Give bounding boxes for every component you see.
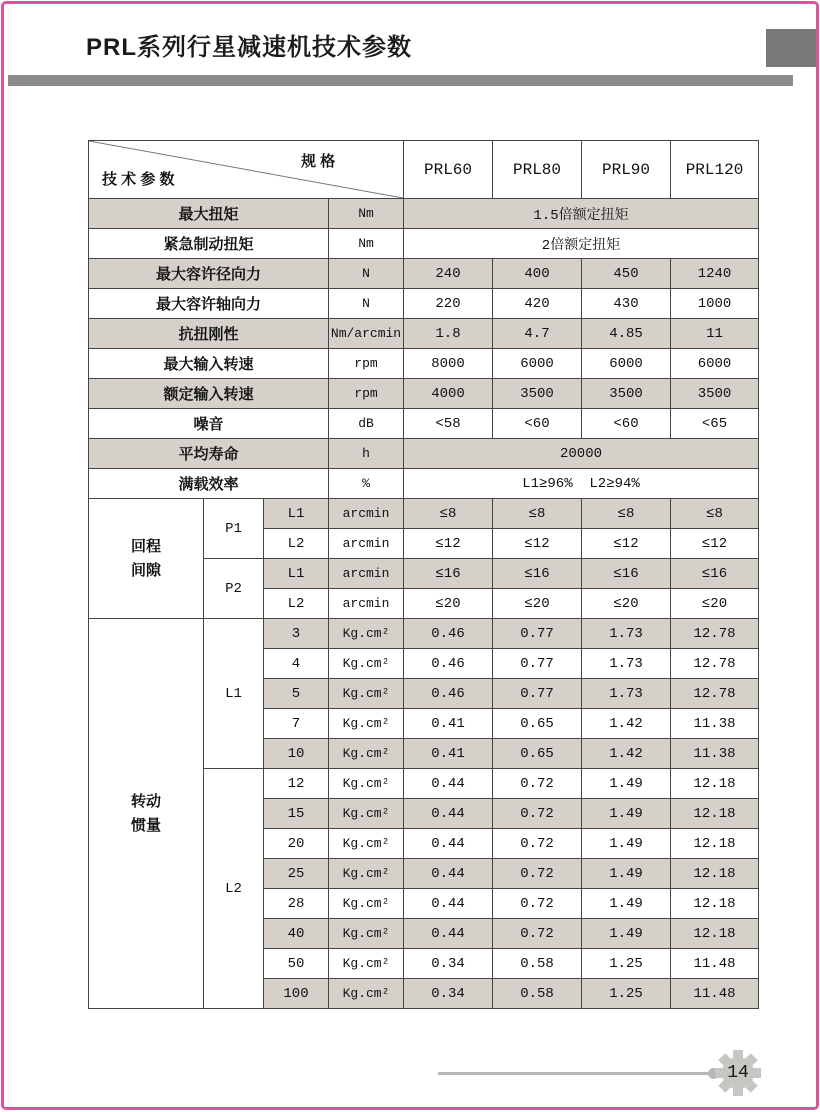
value-cell: 1.8 — [404, 319, 493, 349]
value-cell: 0.46 — [404, 619, 493, 649]
value-cell: ≤8 — [493, 499, 582, 529]
unit-cell: Kg.cm² — [329, 679, 404, 709]
value-cell: 0.72 — [493, 919, 582, 949]
value-cell: 12.18 — [671, 919, 759, 949]
param-label: 额定输入转速 — [89, 379, 329, 409]
unit-cell: Kg.cm² — [329, 619, 404, 649]
group-label-line: 转动 — [130, 792, 161, 810]
value-cell: 12.78 — [671, 649, 759, 679]
value-cell: 12.78 — [671, 619, 759, 649]
table-row — [89, 619, 759, 649]
value-cell: 4000 — [404, 379, 493, 409]
level-cell: L1 — [264, 499, 329, 529]
value-cell: 0.44 — [404, 919, 493, 949]
ratio-cell: 12 — [264, 769, 329, 799]
ratio-cell: 4 — [264, 649, 329, 679]
group-label-line: 回程 — [130, 537, 161, 555]
value-cell: 0.41 — [404, 709, 493, 739]
value-cell: 12.18 — [671, 829, 759, 859]
group-label-backlash — [89, 499, 204, 619]
value-cell: 240 — [404, 259, 493, 289]
value-cell: 0.44 — [404, 799, 493, 829]
subgroup-p1: P1 — [204, 499, 264, 559]
param-label: 抗扭刚性 — [89, 319, 329, 349]
unit-cell: Nm — [329, 199, 404, 229]
value-cell: 12.18 — [671, 799, 759, 829]
value-cell: 1.49 — [582, 799, 671, 829]
value-cell: <60 — [582, 409, 671, 439]
ratio-cell: 50 — [264, 949, 329, 979]
subgroup-l2: L2 — [204, 769, 264, 1009]
subgroup-p2: P2 — [204, 559, 264, 619]
value-cell: 11.48 — [671, 979, 759, 1009]
value-cell: 12.18 — [671, 889, 759, 919]
value-cell: ≤8 — [671, 499, 759, 529]
value-cell: 11 — [671, 319, 759, 349]
unit-cell: Kg.cm² — [329, 889, 404, 919]
value-cell: ≤20 — [493, 589, 582, 619]
value-cell: 450 — [582, 259, 671, 289]
spec-table — [88, 140, 759, 1009]
value-cell: ≤20 — [404, 589, 493, 619]
header-spec-label: 规 格 — [301, 153, 336, 170]
value-cell: 6000 — [582, 349, 671, 379]
param-label: 最大容许轴向力 — [89, 289, 329, 319]
value-cell: ≤12 — [493, 529, 582, 559]
level-cell: L2 — [264, 529, 329, 559]
model-header-prl90: PRL90 — [582, 141, 671, 199]
value-cell: 6000 — [493, 349, 582, 379]
ratio-cell: 20 — [264, 829, 329, 859]
unit-cell: Kg.cm² — [329, 739, 404, 769]
param-label: 平均寿命 — [89, 439, 329, 469]
model-header-prl80: PRL80 — [493, 141, 582, 199]
value-cell: 0.44 — [404, 769, 493, 799]
unit-cell: rpm — [329, 349, 404, 379]
value-cell: 1.49 — [582, 889, 671, 919]
ratio-cell: 3 — [264, 619, 329, 649]
subgroup-l1: L1 — [204, 619, 264, 769]
unit-cell: Kg.cm² — [329, 649, 404, 679]
value-cell: 0.44 — [404, 829, 493, 859]
unit-cell: arcmin — [329, 559, 404, 589]
table-row — [89, 439, 759, 469]
value-cell: 12.18 — [671, 769, 759, 799]
header-corner-cell — [89, 141, 404, 199]
value-cell: 1.25 — [582, 949, 671, 979]
value-cell: 0.58 — [493, 949, 582, 979]
value-cell: ≤12 — [404, 529, 493, 559]
unit-cell: arcmin — [329, 589, 404, 619]
value-cell: 400 — [493, 259, 582, 289]
unit-cell: Kg.cm² — [329, 829, 404, 859]
unit-cell: Kg.cm² — [329, 949, 404, 979]
value-cell: 1.49 — [582, 919, 671, 949]
value-cell: 1000 — [671, 289, 759, 319]
value-cell: 1.73 — [582, 649, 671, 679]
unit-cell: h — [329, 439, 404, 469]
value-span-cell: L1≥96% L2≥94% — [404, 469, 759, 499]
value-cell: 0.34 — [404, 979, 493, 1009]
value-cell: 0.72 — [493, 859, 582, 889]
value-cell: 4.85 — [582, 319, 671, 349]
unit-cell: Kg.cm² — [329, 709, 404, 739]
value-cell: 11.38 — [671, 709, 759, 739]
value-cell: ≤20 — [582, 589, 671, 619]
param-label: 最大扭矩 — [89, 199, 329, 229]
unit-cell: Nm/arcmin — [329, 319, 404, 349]
value-cell: 6000 — [671, 349, 759, 379]
param-label: 紧急制动扭矩 — [89, 229, 329, 259]
value-cell: 0.72 — [493, 769, 582, 799]
value-cell: 0.44 — [404, 889, 493, 919]
value-cell: 1.42 — [582, 709, 671, 739]
value-cell: ≤16 — [582, 559, 671, 589]
value-cell: ≤16 — [493, 559, 582, 589]
value-cell: 11.38 — [671, 739, 759, 769]
table-row — [89, 229, 759, 259]
value-cell: 1.49 — [582, 829, 671, 859]
unit-cell: Kg.cm² — [329, 919, 404, 949]
group-label-inertia — [89, 619, 204, 1009]
value-cell: <60 — [493, 409, 582, 439]
value-cell: 0.65 — [493, 709, 582, 739]
page-number-gear — [715, 1050, 761, 1096]
unit-cell: Kg.cm² — [329, 979, 404, 1009]
ratio-cell: 28 — [264, 889, 329, 919]
value-cell: 1.42 — [582, 739, 671, 769]
value-cell: 8000 — [404, 349, 493, 379]
unit-cell: Kg.cm² — [329, 799, 404, 829]
value-cell: 1.49 — [582, 859, 671, 889]
value-cell: 0.46 — [404, 649, 493, 679]
ratio-cell: 25 — [264, 859, 329, 889]
value-cell: 0.44 — [404, 859, 493, 889]
value-cell: 0.72 — [493, 799, 582, 829]
unit-cell: Nm — [329, 229, 404, 259]
table-row — [89, 259, 759, 289]
value-cell: 11.48 — [671, 949, 759, 979]
value-cell: 430 — [582, 289, 671, 319]
value-cell: <65 — [671, 409, 759, 439]
value-cell: 0.58 — [493, 979, 582, 1009]
unit-cell: Kg.cm² — [329, 769, 404, 799]
value-cell: 1240 — [671, 259, 759, 289]
level-cell: L1 — [264, 559, 329, 589]
model-header-prl60: PRL60 — [404, 141, 493, 199]
table-row — [89, 199, 759, 229]
value-cell: ≤12 — [671, 529, 759, 559]
value-cell: 0.34 — [404, 949, 493, 979]
unit-cell: rpm — [329, 379, 404, 409]
model-header-prl120: PRL120 — [671, 141, 759, 199]
ratio-cell: 40 — [264, 919, 329, 949]
unit-cell: N — [329, 259, 404, 289]
value-cell: 0.77 — [493, 619, 582, 649]
ratio-cell: 5 — [264, 679, 329, 709]
page-number: 14 — [727, 1063, 749, 1083]
value-cell: 0.72 — [493, 829, 582, 859]
unit-cell: arcmin — [329, 499, 404, 529]
value-cell: ≤16 — [404, 559, 493, 589]
value-span-cell: 1.5倍额定扭矩 — [404, 199, 759, 229]
value-cell: 0.72 — [493, 889, 582, 919]
value-cell: 0.41 — [404, 739, 493, 769]
value-cell: 0.77 — [493, 679, 582, 709]
footer-rule-line — [438, 1072, 714, 1075]
table-row — [89, 349, 759, 379]
ratio-cell: 10 — [264, 739, 329, 769]
param-label: 满载效率 — [89, 469, 329, 499]
value-cell: 1.25 — [582, 979, 671, 1009]
unit-cell: % — [329, 469, 404, 499]
unit-cell: Kg.cm² — [329, 859, 404, 889]
header-param-label: 技 术 参 数 — [102, 171, 175, 188]
group-label-line: 间隙 — [130, 561, 161, 579]
value-cell: 220 — [404, 289, 493, 319]
value-span-cell: 2倍额定扭矩 — [404, 229, 759, 259]
value-cell: <58 — [404, 409, 493, 439]
value-cell: 3500 — [493, 379, 582, 409]
value-cell: ≤12 — [582, 529, 671, 559]
ratio-cell: 15 — [264, 799, 329, 829]
unit-cell: dB — [329, 409, 404, 439]
value-cell: 0.46 — [404, 679, 493, 709]
table-row — [89, 379, 759, 409]
value-cell: 1.49 — [582, 769, 671, 799]
page-title: PRL系列行星减速机技术参数 — [86, 34, 412, 61]
value-cell: 1.73 — [582, 619, 671, 649]
value-cell: ≤20 — [671, 589, 759, 619]
group-label-line: 惯量 — [130, 816, 161, 834]
value-cell: 12.78 — [671, 679, 759, 709]
level-cell: L2 — [264, 589, 329, 619]
unit-cell: arcmin — [329, 529, 404, 559]
value-cell: 0.65 — [493, 739, 582, 769]
value-span-cell: 20000 — [404, 439, 759, 469]
value-cell: 420 — [493, 289, 582, 319]
ratio-cell: 7 — [264, 709, 329, 739]
ratio-cell: 100 — [264, 979, 329, 1009]
value-cell: 12.18 — [671, 859, 759, 889]
param-label: 噪音 — [89, 409, 329, 439]
table-row — [89, 319, 759, 349]
value-cell: ≤8 — [404, 499, 493, 529]
table-row — [89, 499, 759, 529]
unit-cell: N — [329, 289, 404, 319]
table-row — [89, 409, 759, 439]
value-cell: 4.7 — [493, 319, 582, 349]
value-cell: 0.77 — [493, 649, 582, 679]
value-cell: ≤8 — [582, 499, 671, 529]
value-cell: 1.73 — [582, 679, 671, 709]
title-underline-bar — [8, 75, 793, 86]
table-row — [89, 289, 759, 319]
param-label: 最大容许径向力 — [89, 259, 329, 289]
table-header-row — [89, 141, 759, 199]
table-row — [89, 469, 759, 499]
corner-accent-square — [766, 29, 816, 67]
value-cell: 3500 — [671, 379, 759, 409]
value-cell: ≤16 — [671, 559, 759, 589]
value-cell: 3500 — [582, 379, 671, 409]
param-label: 最大输入转速 — [89, 349, 329, 379]
